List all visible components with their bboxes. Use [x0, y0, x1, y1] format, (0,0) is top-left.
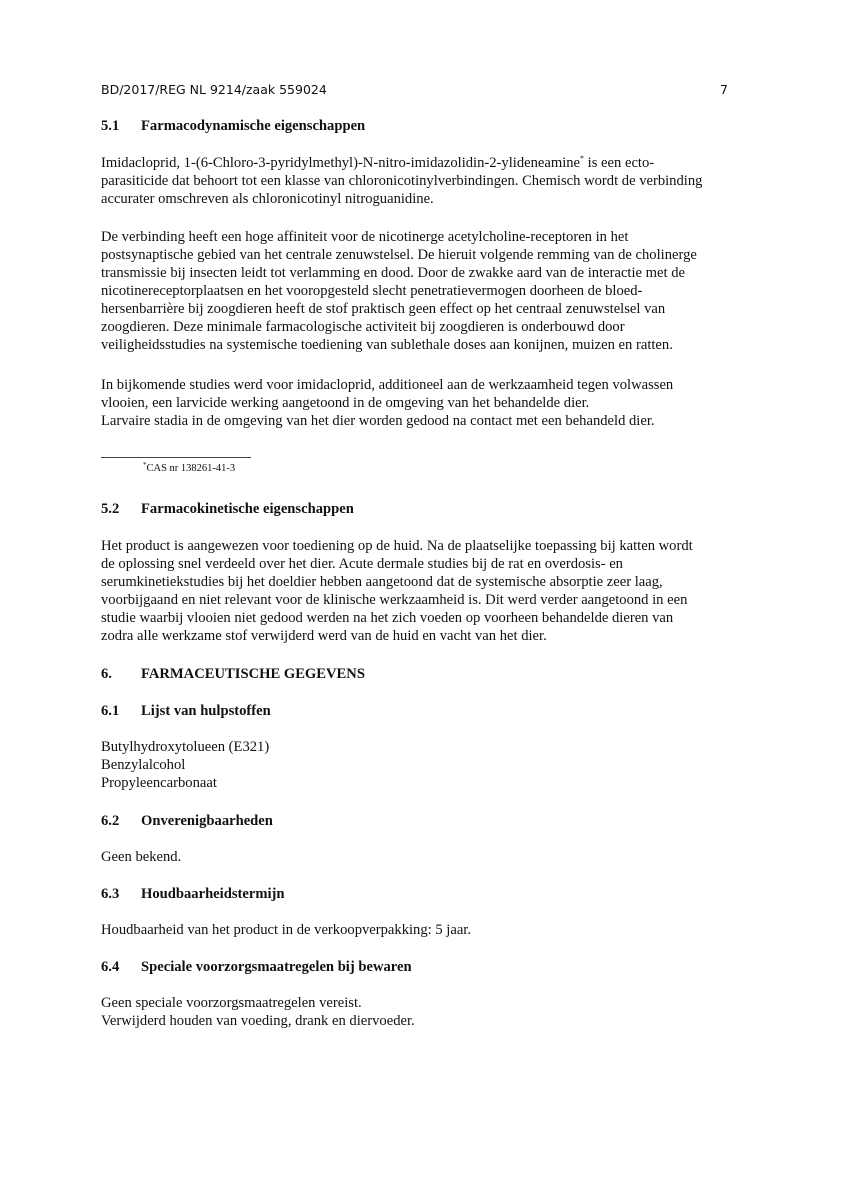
document-reference: BD/2017/REG NL 9214/zaak 559024 [101, 82, 327, 97]
paragraph-line: hersenbarrière bij zoogdieren heeft de stof praktisch geen effect op het centraal zenuwstelsel van [101, 301, 666, 317]
section-heading-6 [101, 665, 365, 683]
paragraph-line [101, 154, 751, 172]
list-item: Propyleencarbonaat [101, 775, 217, 791]
section-heading-6-2 [101, 812, 273, 830]
section-title: Farmacokinetische eigenschappen [141, 501, 354, 517]
section-title: FARMACEUTISCHE GEGEVENS [141, 666, 365, 682]
section-heading-5-2 [101, 500, 354, 518]
section-title: Speciale voorzorgsmaatregelen bij bewaren [141, 959, 412, 975]
paragraph-line: vlooien, een larvicide werking aangetoond in de omgeving van het behandelde dier. [101, 395, 590, 411]
paragraph-line: zodra alle werkzame stof verwijderd werd van de huid en vacht van het dier. [101, 628, 547, 644]
paragraph-line: serumkinetiekstudies bij het doeldier hebben aangetoond dat de systemische absorptie zeer laag, [101, 574, 663, 590]
section-title: Lijst van hulpstoffen [141, 703, 271, 719]
section-number: 5.2 [101, 501, 120, 517]
section-number: 6.4 [101, 959, 120, 975]
paragraph-mode-of-action [101, 228, 751, 354]
section-number: 6.3 [101, 886, 120, 902]
list-item: Benzylalcohol [101, 757, 186, 773]
paragraph-line: Houdbaarheid van het product in de verkoopverpakking: 5 jaar. [101, 922, 471, 938]
excipients-list [101, 738, 751, 792]
paragraph-line: parasiticide dat behoort tot een klasse van chloronicotinylverbindingen. Chemisch wordt de verbinding [101, 173, 703, 189]
section-number: 6.2 [101, 813, 120, 829]
text-run: is een ecto- [584, 155, 655, 171]
section-number: 6. [101, 666, 112, 682]
footnote-divider [101, 457, 251, 458]
section-heading-6-1 [101, 702, 271, 720]
footnote [143, 462, 235, 476]
section-title: Onverenigbaarheden [141, 813, 273, 829]
section-number: 5.1 [101, 118, 120, 134]
paragraph-line: transmissie bij insecten leidt tot verlamming en dood. Door de zwakke aard van de interactie met de [101, 265, 685, 281]
paragraph-line: veiligheidsstudies na systemische toediening van sublethale doses aan konijnen, muizen en ratten. [101, 337, 673, 353]
footnote-marker: * [143, 461, 147, 469]
section-heading-5-1 [101, 117, 365, 135]
section-number: 6.1 [101, 703, 120, 719]
paragraph-line: voorbijgaand en niet relevant voor de klinische werkzaamheid is. Dit werd verder aangetoond in een [101, 592, 688, 608]
paragraph-line: accurater omschreven als chloronicotinyl nitroguanidine. [101, 191, 434, 207]
storage-precautions-text [101, 994, 751, 1030]
paragraph-line: Geen speciale voorzorgsmaatregelen vereist. [101, 995, 362, 1011]
paragraph-line: Het product is aangewezen voor toediening op de huid. Na de plaatselijke toepassing bij katten wordt [101, 538, 693, 554]
footnote-marker: * [580, 154, 585, 163]
paragraph-line: In bijkomende studies werd voor imidacloprid, additioneel aan de werkzaamheid tegen volwassen [101, 377, 674, 393]
section-title: Farmacodynamische eigenschappen [141, 118, 366, 134]
section-heading-6-3 [101, 885, 285, 903]
shelf-life-text [101, 921, 751, 939]
text-run: Imidacloprid, 1-(6-Chloro-3-pyridylmethyl)-N-nitro-imidazolidin-2-ylideneamine [101, 155, 581, 171]
paragraph-line: nicotinereceptorplaatsen en het vooropgesteld slecht penetratievermogen doorheen de bloed- [101, 283, 643, 299]
paragraph-line: Verwijderd houden van voeding, drank en diervoeder. [101, 1013, 415, 1029]
paragraph-line: Larvaire stadia in de omgeving van het dier worden gedood na contact met een behandeld dier. [101, 413, 655, 429]
list-item: Butylhydroxytolueen (E321) [101, 739, 270, 755]
paragraph-line: De verbinding heeft een hoge affiniteit voor de nicotinerge acetylcholine-receptoren in het [101, 229, 629, 245]
paragraph-line: studie waarbij vlooien niet gedood werden na het zich voeden op voorheen behandelde dieren van [101, 610, 674, 626]
paragraph-imidacloprid-intro [101, 154, 751, 208]
running-header [101, 82, 728, 98]
paragraph-line: de oplossing snel verdeeld over het dier. Acute dermale studies bij de rat en overdosis- en [101, 556, 623, 572]
section-title: Houdbaarheidstermijn [141, 886, 285, 902]
paragraph-line: Geen bekend. [101, 849, 182, 865]
page-number: 7 [720, 82, 728, 97]
paragraph-line: zoogdieren. Deze minimale farmacologische activiteit bij zoogdieren is onderbouwd door [101, 319, 625, 335]
incompatibilities-text [101, 848, 751, 866]
paragraph-larvicide [101, 376, 751, 430]
paragraph-pharmacokinetics [101, 537, 751, 645]
paragraph-line: postsynaptische gebied van het centrale zenuwstelsel. De hieruit volgende remming van de cholinerge [101, 247, 697, 263]
footnote-text: CAS nr 138261-41-3 [146, 463, 236, 474]
section-heading-6-4 [101, 958, 412, 976]
